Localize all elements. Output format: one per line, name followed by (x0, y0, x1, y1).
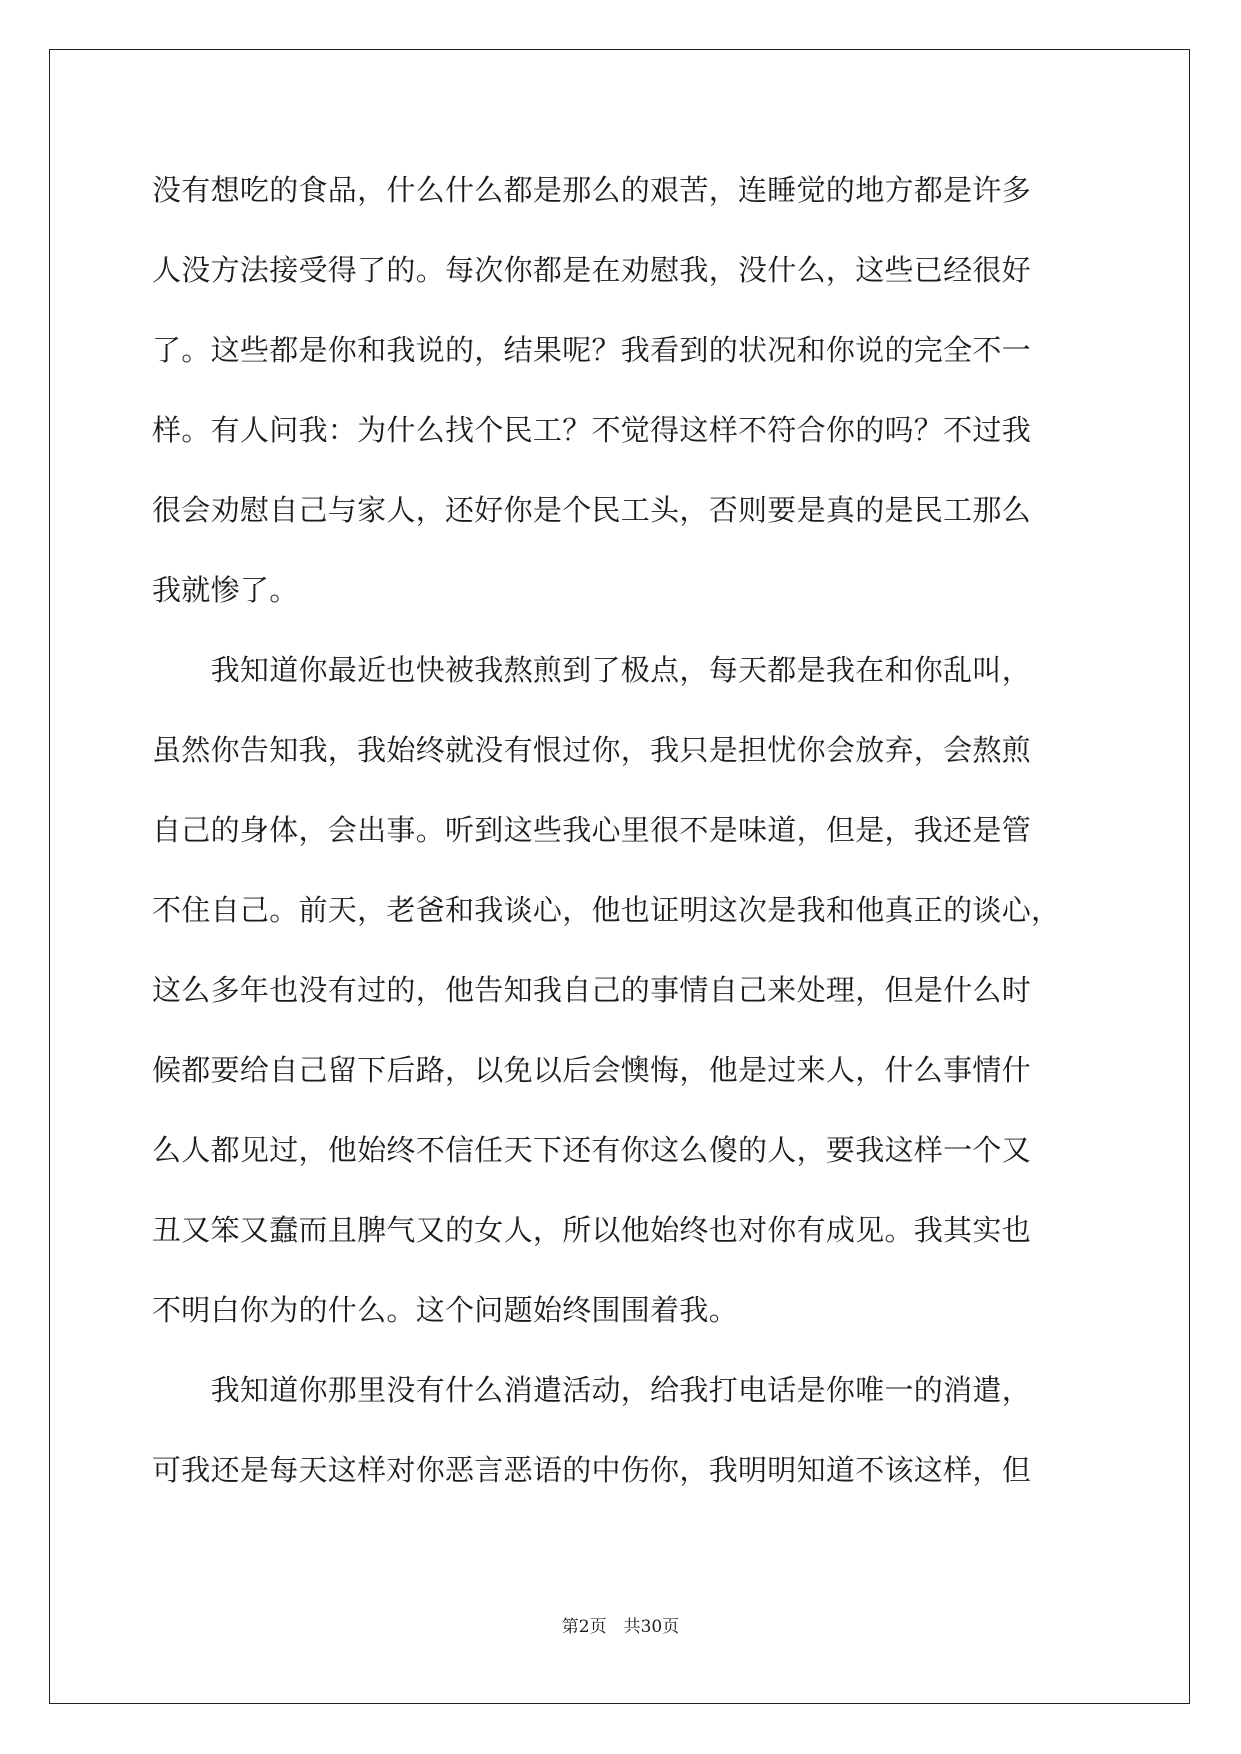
body-line: 候都要给自己留下后路，以免以后会懊悔，他是过来人，什么事情什 (152, 1053, 1032, 1087)
body-line: 自己的身体，会出事。听到这些我心里很不是味道，但是，我还是管 (152, 813, 1032, 847)
body-line: 么人都见过，他始终不信任天下还有你这么傻的人，要我这样一个又 (152, 1133, 1032, 1167)
body-line: 很会劝慰自己与家人，还好你是个民工头，否则要是真的是民工那么 (152, 493, 1032, 527)
body-line: 了。这些都是你和我说的，结果呢？我看到的状况和你说的完全不一 (152, 333, 1032, 367)
paragraph-start-line: 我知道你最近也快被我熬煎到了极点，每天都是我在和你乱叫， (152, 653, 1032, 687)
body-line: 不明白你为的什么。这个问题始终围围着我。 (152, 1293, 739, 1327)
body-line: 这么多年也没有过的，他告知我自己的事情自己来处理，但是什么时 (152, 973, 1032, 1007)
body-line: 我就惨了。 (152, 573, 299, 607)
body-line: 没有想吃的食品，什么什么都是那么的艰苦，连睡觉的地方都是许多 (152, 173, 1032, 207)
body-line: 虽然你告知我，我始终就没有恨过你，我只是担忧你会放弃，会熬煎 (152, 733, 1032, 767)
paragraph-start-line: 我知道你那里没有什么消遣活动，给我打电话是你唯一的消遣， (152, 1373, 1032, 1407)
body-line: 丑又笨又蠢而且脾气又的女人，所以他始终也对你有成见。我其实也 (152, 1213, 1032, 1247)
page-number-footer: 第2页 共30页 (561, 1617, 680, 1637)
body-line: 可我还是每天这样对你恶言恶语的中伤你，我明明知道不该这样，但 (152, 1453, 1032, 1487)
body-line: 人没方法接受得了的。每次你都是在劝慰我，没什么，这些已经很好 (152, 253, 1032, 287)
body-line: 样。有人问我：为什么找个民工？不觉得这样不符合你的吗？不过我 (152, 413, 1032, 447)
body-line: 不住自己。前天，老爸和我谈心，他也证明这次是我和他真正的谈心， (152, 893, 1061, 927)
